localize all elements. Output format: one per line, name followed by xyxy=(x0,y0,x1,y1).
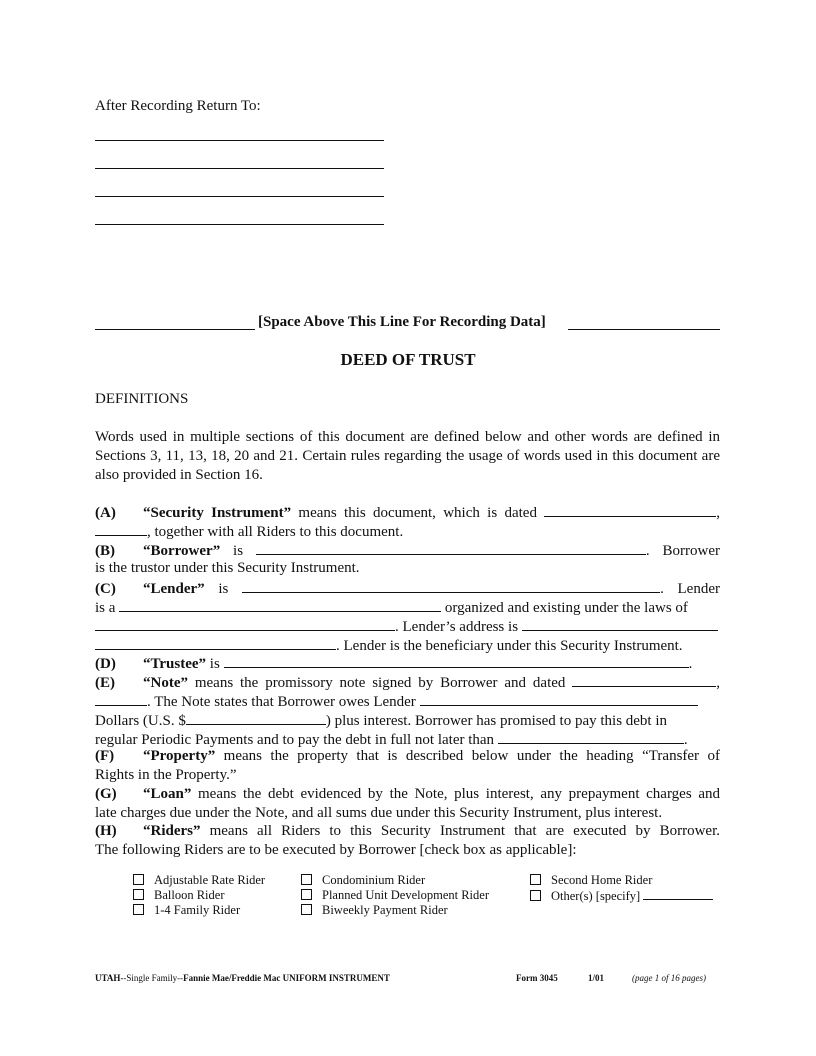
definition-d-letter: (D) xyxy=(95,656,116,672)
footer-form-number: Form 3045 xyxy=(516,973,558,983)
definition-h-text-1: means all Riders to this Security Instrument that are executed by Borrower. xyxy=(200,823,720,839)
lender-jurisdiction-field[interactable] xyxy=(95,616,395,631)
borrower-name-field[interactable] xyxy=(256,540,646,555)
definition-h-term: “Riders” xyxy=(143,823,201,839)
footer-state: UTAH xyxy=(95,973,121,983)
trustee-name-field[interactable] xyxy=(224,653,689,668)
footer-page-number: (page 1 of 16 pages) xyxy=(632,973,706,983)
lender-address-field-2[interactable] xyxy=(95,635,336,650)
definition-g-term: “Loan” xyxy=(143,786,192,802)
rider-adjustable-rate[interactable] xyxy=(133,873,265,888)
definition-a-letter: (A) xyxy=(95,505,116,521)
riders-column-1 xyxy=(133,873,265,918)
note-maturity-date-field[interactable] xyxy=(498,729,684,744)
definition-g-line-1 xyxy=(95,785,720,804)
definition-c-line-3 xyxy=(95,616,718,637)
definition-g-line-2: late charges due under the Note, and all sums due under this Security Instrument, plus interest. xyxy=(95,805,663,821)
definition-a-line-1: (A) “Security Instrument” means this document, which is dated , xyxy=(95,502,720,523)
definition-g-text-1: means the debt evidenced by the Note, plus interest, any prepayment charges and xyxy=(191,786,720,802)
checkbox-icon[interactable] xyxy=(133,889,144,900)
definition-c-text-2: . Lender xyxy=(660,581,720,597)
definition-c-line-1 xyxy=(95,578,720,599)
definition-e-line-1: (E) “Note” means the promissory note signed by Borrower and dated , xyxy=(95,672,720,693)
rider-other-specify-field[interactable] xyxy=(643,888,713,900)
definition-c-text-4: organized and existing under the laws of xyxy=(441,600,688,616)
definition-b-text-2: . Borrower xyxy=(645,543,720,559)
rider-label: Other(s) [specify] xyxy=(551,889,641,903)
checkbox-icon[interactable] xyxy=(133,874,144,885)
definition-e-line-4: regular Periodic Payments and to pay the debt in full not later than . xyxy=(95,729,688,750)
definition-b-text-1: is xyxy=(220,543,256,559)
rider-label: 1-4 Family Rider xyxy=(154,903,241,917)
definition-f-text-1: means the property that is described below under the heading “Transfer of xyxy=(215,748,720,764)
definition-d-line-1: (D) “Trustee” is . xyxy=(95,653,692,674)
rider-label: Planned Unit Development Rider xyxy=(322,888,489,902)
return-address-line-1 xyxy=(95,140,384,141)
definition-e-text-3: Dollars (U.S. $ xyxy=(95,713,186,729)
definition-f-line-2: Rights in the Property.” xyxy=(95,767,237,783)
definition-a-text-2: , together with all Riders to this document. xyxy=(147,524,404,540)
footer-instrument-name: Fannie Mae/Freddie Mac UNIFORM INSTRUMENT xyxy=(183,973,390,983)
rider-second-home[interactable] xyxy=(530,873,713,888)
definition-e-letter: (E) xyxy=(95,675,115,691)
definition-g-letter: (G) xyxy=(95,786,117,802)
definitions-intro: Words used in multiple sections of this document are defined below and other words are defined in Sections 3, 11, 13, 18, 20 and 21. Certain rules regarding the usage of words used in this document are also provided in Section 16. xyxy=(95,429,720,483)
definition-e-text-4: ) plus interest. Borrower has promised to pay this debt in xyxy=(325,713,668,729)
definition-e-text-5: regular Periodic Payments and to pay the debt in full not later than xyxy=(95,732,498,748)
checkbox-icon[interactable] xyxy=(530,874,541,885)
definition-d-term: “Trustee” xyxy=(143,656,207,672)
note-amount-dollars-field[interactable] xyxy=(186,710,326,725)
riders-column-2 xyxy=(301,873,489,918)
definitions-heading: DEFINITIONS xyxy=(95,391,189,407)
rider-planned-unit-development[interactable] xyxy=(301,888,489,903)
definition-c-letter: (C) xyxy=(95,581,116,597)
definition-c-line-2 xyxy=(95,597,688,618)
definition-a-line-2 xyxy=(95,521,403,542)
definition-c-term: “Lender” xyxy=(143,581,205,597)
definition-f-line-1 xyxy=(95,747,720,766)
checkbox-icon[interactable] xyxy=(133,904,144,915)
footer-form-date: 1/01 xyxy=(588,973,605,983)
definition-a-term: “Security Instrument” xyxy=(143,505,292,521)
lender-address-field-1[interactable] xyxy=(522,616,718,631)
definition-f-letter: (F) xyxy=(95,748,115,764)
rider-condominium[interactable] xyxy=(301,873,489,888)
rider-1-4-family[interactable] xyxy=(133,903,265,918)
rider-label: Adjustable Rate Rider xyxy=(154,873,266,887)
footer-instrument xyxy=(95,973,390,984)
lender-name-field[interactable] xyxy=(242,578,660,593)
definition-b-letter: (B) xyxy=(95,543,115,559)
recording-space-label: [Space Above This Line For Recording Data] xyxy=(258,314,546,330)
return-address-line-4 xyxy=(95,224,384,225)
lender-organization-type-field[interactable] xyxy=(119,597,441,612)
checkbox-icon[interactable] xyxy=(301,904,312,915)
definition-h-letter: (H) xyxy=(95,823,117,839)
definition-c-text-5: . Lender’s address is xyxy=(395,619,522,635)
return-address-line-2 xyxy=(95,168,384,169)
definition-c-text-1: is xyxy=(204,581,243,597)
checkbox-icon[interactable] xyxy=(301,889,312,900)
checkbox-icon[interactable] xyxy=(301,874,312,885)
rider-label: Balloon Rider xyxy=(154,888,225,902)
note-amount-words-field[interactable] xyxy=(420,691,698,706)
rider-label: Condominium Rider xyxy=(322,873,426,887)
rider-label: Biweekly Payment Rider xyxy=(322,903,448,917)
note-year-field[interactable] xyxy=(95,691,147,706)
definition-b-term: “Borrower” xyxy=(143,543,221,559)
recording-line-left xyxy=(95,329,255,330)
definition-e-text-2: . The Note states that Borrower owes Lender xyxy=(147,694,420,710)
definition-f-term: “Property” xyxy=(143,748,216,764)
definition-c-text-3: is a xyxy=(95,600,120,616)
definition-e-term: “Note” xyxy=(143,675,188,691)
definition-a-text-1: means this document, which is dated xyxy=(291,505,545,521)
definition-h-line-2: The following Riders are to be executed by Borrower [check box as applicable]: xyxy=(95,842,577,858)
rider-balloon[interactable] xyxy=(133,888,265,903)
note-date-field[interactable] xyxy=(572,672,716,687)
checkbox-icon[interactable] xyxy=(530,890,541,901)
definition-b-line-1 xyxy=(95,540,720,561)
definition-e-text-1: means the promissory note signed by Borrower and dated xyxy=(188,675,573,691)
rider-label: Second Home Rider xyxy=(551,873,653,887)
riders-column-3 xyxy=(530,873,713,904)
definition-b-line-2: is the trustor under this Security Instrument. xyxy=(95,560,360,576)
document-title: DEED OF TRUST xyxy=(340,350,476,369)
definition-h-line-1 xyxy=(95,822,720,841)
definition-c-text-6: . Lender is the beneficiary under this Security Instrument. xyxy=(336,638,683,654)
security-instrument-year-field[interactable] xyxy=(95,521,147,536)
rider-other[interactable] xyxy=(530,888,713,904)
rider-biweekly-payment[interactable] xyxy=(301,903,489,918)
recording-line-right xyxy=(568,329,720,330)
definition-d-text-1: is xyxy=(206,656,224,672)
definition-e-line-2 xyxy=(95,691,698,712)
return-address-line-3 xyxy=(95,196,384,197)
return-to-label: After Recording Return To: xyxy=(95,98,261,114)
definition-e-line-3 xyxy=(95,710,667,731)
security-instrument-date-field[interactable] xyxy=(544,502,716,517)
footer-family: --Single Family-- xyxy=(120,973,184,983)
